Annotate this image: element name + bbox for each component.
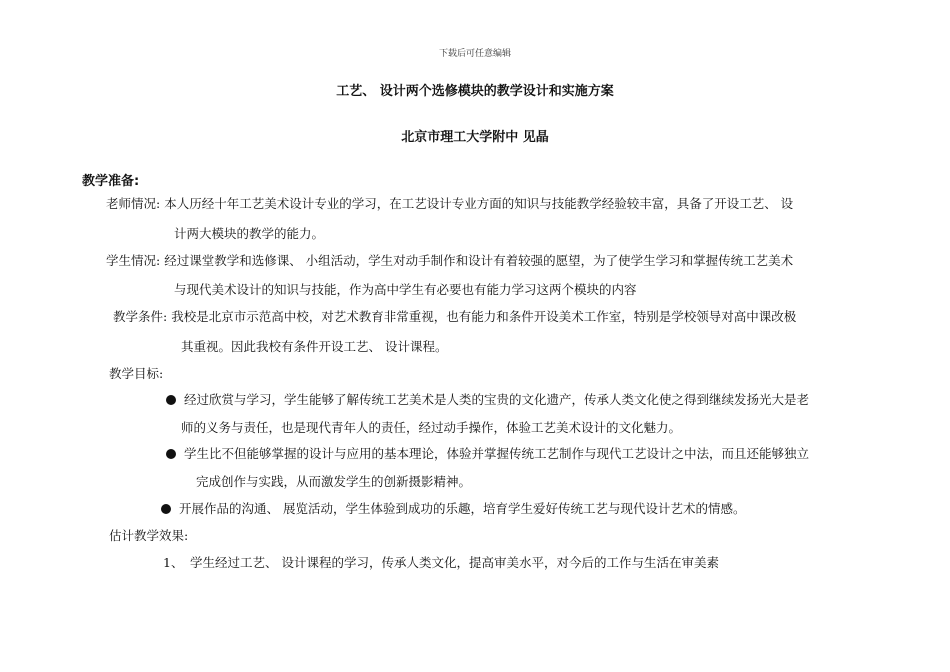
effect-item-1-text: 学生经过工艺、 设计课程的学习，传承人类文化，提高审美水平，对今后的工作与生活在审美素	[190, 555, 719, 570]
bullet-icon	[166, 449, 176, 459]
goal-item-2-line2: 完成创作与实践，从而激发学生的创新摄影精神。	[196, 474, 472, 489]
conditions-text-line2: 其重视。因此我校有条件开设工艺、 设计课程。	[181, 339, 448, 354]
section-heading-prep: 教学准备:	[82, 174, 140, 189]
goal-item-1-text: 经过欣赏与学习，学生能够了解传统工艺美术是人类的宝贵的文化遗产，传承人类文化使之得到继续发扬光大是老	[184, 392, 810, 407]
goal-item-3-line1	[161, 501, 745, 517]
bullet-icon	[161, 504, 171, 514]
conditions-label: 教学条件:	[113, 309, 168, 324]
student-paragraph-line1	[106, 253, 793, 269]
teacher-paragraph-line1	[106, 196, 793, 212]
teacher-text-line1: 本人历经十年工艺美术设计专业的学习，在工艺设计专业方面的知识与技能教学经验较丰富，具备了开设工艺、 设	[164, 196, 794, 211]
header-note: 下载后可任意编辑	[438, 49, 511, 59]
goal-item-1-line2: 师的义务与责任，也是现代青年人的责任，经过动手操作，体验工艺美术设计的文化魅力。	[181, 420, 682, 435]
conditions-text-line1: 我校是北京市示范高中校，对艺术教育非常重视，也有能力和条件开设美术工作室，特别是学校领导对高中课改极	[171, 309, 797, 324]
author-line: 北京市理工大学附中 见晶	[401, 130, 549, 145]
effects-heading: 估计教学效果:	[109, 528, 189, 543]
goal-item-2-text: 学生比不但能够掌握的设计与应用的基本理论，体验并掌握传统工艺制作与现代工艺设计之中法，而且还能够独立	[184, 446, 810, 461]
effect-item-1-number: 1、	[163, 555, 184, 570]
student-label: 学生情况:	[106, 253, 161, 268]
bullet-icon	[166, 395, 176, 405]
goal-item-3-text: 开展作品的沟通、 展览活动，学生体验到成功的乐趣，培育学生爱好传统工艺与现代设计艺术的情感。	[179, 501, 746, 516]
student-text-line1: 经过课堂教学和选修课、 小组活动，学生对动手制作和设计有着较强的愿望，为了使学生学习和掌握传统工艺美术	[164, 253, 794, 268]
effect-item-1	[163, 555, 719, 571]
document-title: 工艺、 设计两个选修模块的教学设计和实施方案	[336, 84, 614, 99]
teacher-text-line2: 计两大模块的教学的能力。	[174, 226, 325, 241]
teacher-label: 老师情况:	[106, 196, 161, 211]
goal-item-2-line1	[166, 446, 809, 462]
conditions-paragraph-line1	[113, 309, 796, 325]
goal-item-1-line1	[166, 392, 809, 408]
goals-heading: 教学目标:	[109, 366, 164, 381]
student-text-line2: 与现代美术设计的知识与技能，作为高中学生有必要也有能力学习这两个模块的内容	[174, 282, 637, 297]
